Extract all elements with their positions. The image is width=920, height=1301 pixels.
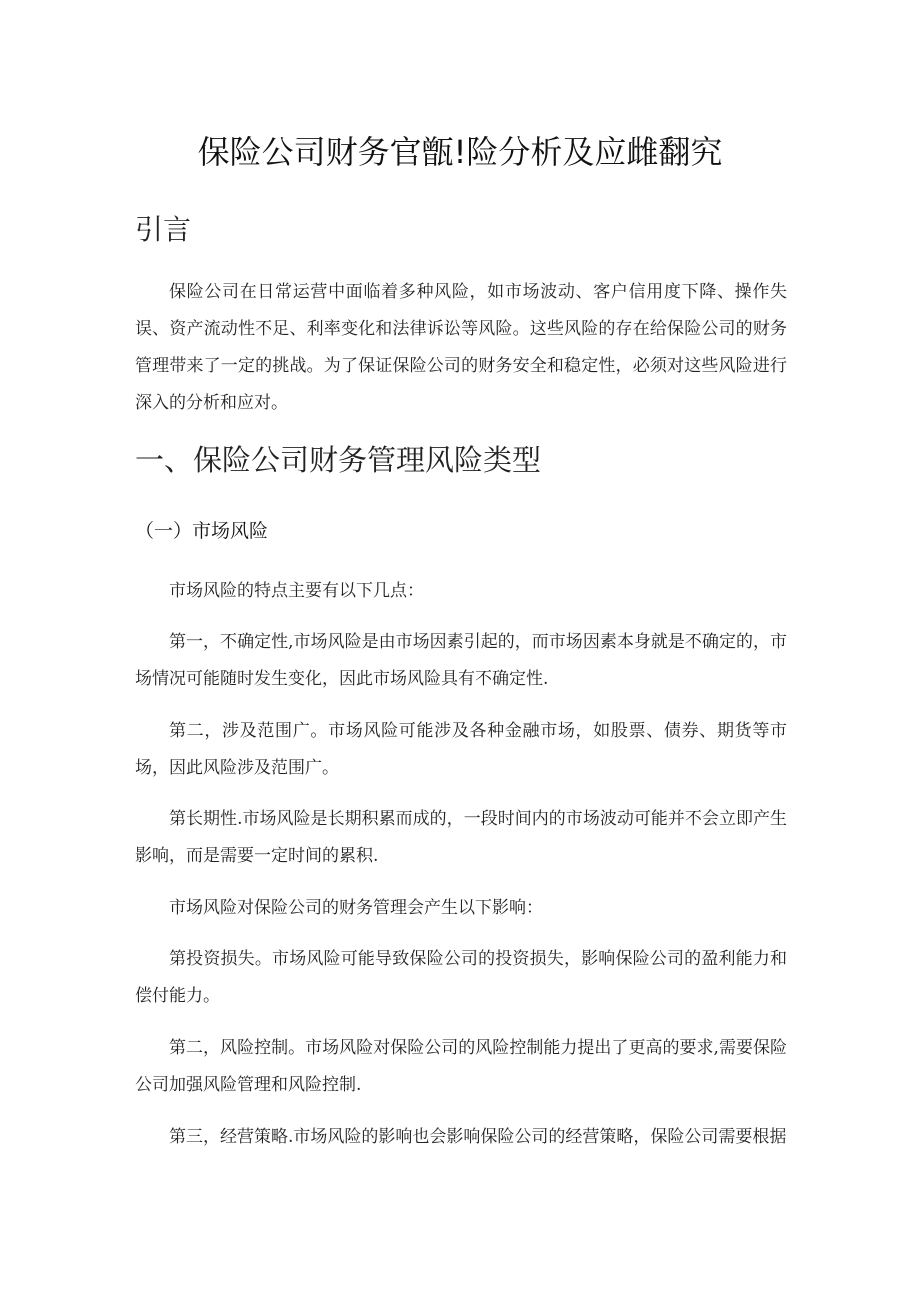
intro-heading: 引言: [135, 213, 192, 246]
body-paragraph: 第一，不确定性,市场风险是由市场因素引起的，而市场因素本身就是不确定的，市场情况可能随时发生变化，因此市场风险具有不确定性.: [135, 632, 787, 689]
intro-paragraph: 保险公司在日常运营中面临着多种风险，如市场波动、客户信用度下降、操作失误、资产流动性不足、利率变化和法律诉讼等风险。这些风险的存在给保险公司的财务管理带来了一定的挑战。为了保证保险公司的财务安全和稳定性，必须对这些风险进行深入的分析和应对。: [135, 282, 787, 413]
body-paragraph: 第投资损失。市场风险可能导致保险公司的投资损失，影响保险公司的盈利能力和偿付能力。: [135, 949, 787, 1006]
body-paragraph: 第二，涉及范围广。市场风险可能涉及各种金融市场，如股票、债券、期货等市场，因此风险涉及范围广。: [135, 721, 787, 778]
subsection-heading-1: （一）市场风险: [135, 520, 269, 542]
body-paragraph: 第二，风险控制。市场风险对保险公司的风险控制能力提出了更高的要求,需要保险公司加强风险管理和风险控制.: [135, 1038, 787, 1095]
body-paragraph: 市场风险对保险公司的财务管理会产生以下影响：: [169, 898, 543, 918]
body-paragraph: 第长期性.市场风险是长期积累而成的，一段时间内的市场波动可能并不会立即产生影响，而是需要一定时间的累积.: [135, 809, 787, 866]
document-title: 保险公司财务官甑!险分析及应雌翻究: [197, 133, 723, 171]
section-heading-1: 一、保险公司财务管理风险类型: [135, 443, 542, 477]
body-paragraph: 市场风险的特点主要有以下几点：: [169, 581, 424, 601]
body-paragraph: 第三，经营策略.市场风险的影响也会影响保险公司的经营策略，保险公司需要根据: [169, 1127, 787, 1147]
